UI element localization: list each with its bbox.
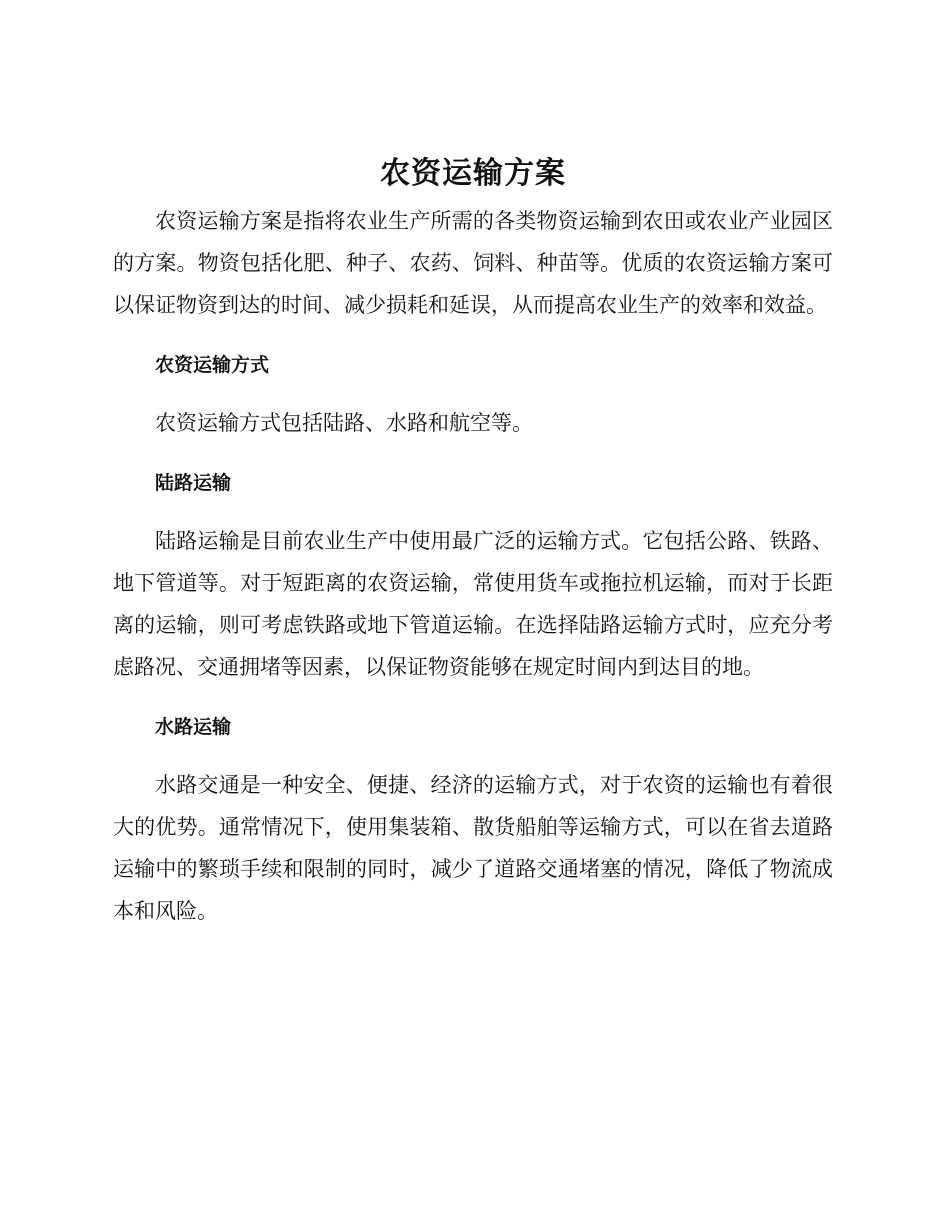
section-heading-land-transport: 陆路运输 [155, 472, 232, 494]
document-page [113, 152, 833, 932]
spacer [113, 498, 833, 520]
intro-paragraph: 农资运输方案是指将农业生产所需的各类物资运输到农田或农业产业园区的方案。物资包括化肥、种子、农药、饲料、种苗等。优质的农资运输方案可以保证物资到达的时间、减少损耗和延误，从而提高农业生产的效率和效益。 [113, 209, 833, 317]
spacer [113, 444, 833, 468]
section-heading-water-transport: 水路运输 [155, 716, 232, 738]
spacer [113, 326, 833, 350]
section-heading-transport-modes: 农资运输方式 [155, 354, 270, 376]
section-body-land-transport: 陆路运输是目前农业生产中使用最广泛的运输方式。它包括公路、铁路、地下管道等。对于短距离的农资运输，常使用货车或拖拉机运输，而对于长距离的运输，则可考虑铁路或地下管道运输。在选择陆路运输方式时，应充分考虑路况、交通拥堵等因素，以保证物资能够在规定时间内到达目的地。 [113, 529, 833, 679]
section-body-water-transport: 水路交通是一种安全、便捷、经济的运输方式，对于农资的运输也有着很大的优势。通常情况下，使用集装箱、散货船舶等运输方式，可以在省去道路运输中的繁琐手续和限制的同时，减少了道路交通堵塞的情况，降低了物流成本和风险。 [113, 773, 833, 923]
section-body-transport-modes: 农资运输方式包括陆路、水路和航空等。 [155, 411, 533, 435]
spacer [113, 742, 833, 764]
spacer [113, 688, 833, 712]
document-title: 农资运输方案 [380, 156, 566, 191]
spacer [113, 380, 833, 402]
